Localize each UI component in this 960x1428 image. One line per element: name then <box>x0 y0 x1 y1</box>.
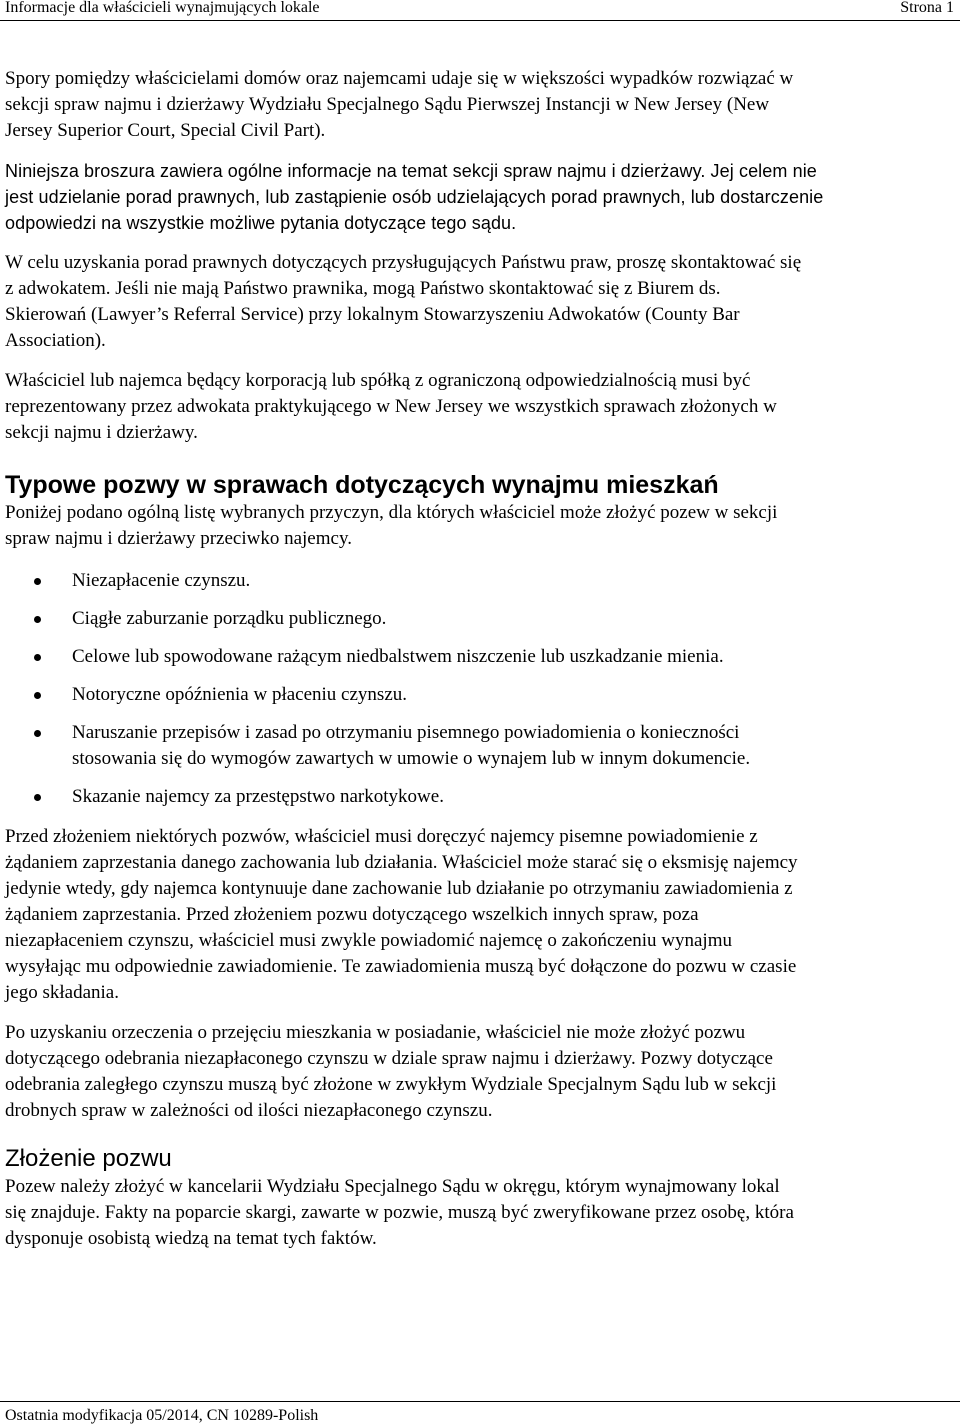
text-line: Przed złożeniem niektórych pozwów, właściciel musi doręczyć najemcy pisemne powiadomienie z <box>5 826 758 847</box>
footer-revision: Ostatnia modyfikacja 05/2014, CN 10289-Polish <box>5 1407 319 1424</box>
text-line: W celu uzyskania porad prawnych dotyczących przysługujących Państwu praw, proszę skontaktować się <box>5 252 802 273</box>
text-line: niezapłaceniem czynszu, właściciel musi zwykle powiadomić najemcę o zakończeniu wynajmu <box>5 930 732 951</box>
list-item-text: Skazanie najemcy za przestępstwo narkotykowe. <box>72 786 444 807</box>
paragraph-unpaid-rent <box>5 1020 955 1124</box>
text-line: Association). <box>5 330 106 351</box>
section-heading-typical-lawsuits: Typowe pozwy w sprawach dotyczących wynajmu mieszkań <box>5 471 719 499</box>
text-line: Pozew należy złożyć w kancelarii Wydziału Specjalnego Sądu w okręgu, którym wynajmowany lokal <box>5 1176 780 1197</box>
paragraph-filing-location <box>5 1174 955 1252</box>
text-line: z adwokatem. Jeśli nie mają Państwo prawnika, mogą Państwo skontaktować się z Biurem ds. <box>5 278 721 299</box>
text-line: Po uzyskaniu orzeczenia o przejęciu mieszkania w posiadanie, właściciel nie może złożyć pozwu <box>5 1022 746 1043</box>
text-line: Spory pomiędzy właścicielami domów oraz najemcami udaje się w większości wypadków rozwiązać w <box>5 68 794 89</box>
page-footer <box>0 1401 960 1428</box>
text-line: się znajduje. Fakty na poparcie skargi, zawarte w pozwie, muszą być zweryfikowane przez osobę, która <box>5 1202 794 1223</box>
text-line: jedynie wtedy, gdy najemca kontynuuje dane zachowanie lub działanie po otrzymaniu zawiadomienia z <box>5 878 793 899</box>
bullet-icon <box>34 578 41 585</box>
paragraph-causes-intro <box>5 500 955 552</box>
bullet-icon <box>34 616 41 623</box>
header-title: Informacje dla właścicieli wynajmujących lokale <box>5 0 320 16</box>
text-line: dotyczącego odebrania niezapłaconego czynszu w dziale spraw najmu i dzierżawy. Pozwy dotyczące <box>5 1048 773 1069</box>
text-line: odebrania zaległego czynszu muszą być złożone w zwykłym Wydziale Specjalnym Sądu lub w sekcji <box>5 1074 777 1095</box>
text-line: żądaniem zaprzestania danego zachowania lub działania. Właściciel może starać się o eksmisję najemcy <box>5 852 798 873</box>
paragraph-intro-disputes <box>5 66 955 144</box>
list-item <box>5 644 955 670</box>
paragraph-brochure-scope <box>5 158 955 236</box>
text-line: Niniejsza broszura zawiera ogólne informacje na temat sekcji spraw najmu i dzierżawy. Jej celem nie <box>5 161 817 181</box>
text-line: żądaniem zaprzestania. Przed złożeniem pozwu dotyczącego wszelkich innych spraw, poza <box>5 904 699 925</box>
page-header <box>0 0 960 21</box>
bullet-icon <box>34 692 41 699</box>
paragraph-legal-advice <box>5 250 955 354</box>
list-item-text: Celowe lub spowodowane rażącym niedbalstwem niszczenie lub uszkadzanie mienia. <box>72 646 724 667</box>
list-item <box>5 606 955 632</box>
list-item-text: Naruszanie przepisów i zasad po otrzymaniu pisemnego powiadomienia o konieczności <box>72 722 740 743</box>
paragraph-notice-requirements <box>5 824 955 1006</box>
text-line: reprezentowany przez adwokata praktykującego w New Jersey we wszystkich sprawach złożonych w <box>5 396 777 417</box>
list-item-text: stosowania się do wymogów zawartych w umowie o wynajem lub w innym dokumencie. <box>72 748 751 769</box>
text-line: drobnych spraw w zależności od ilości niezapłaconego czynszu. <box>5 1100 493 1121</box>
paragraph-corporation-representation <box>5 368 955 446</box>
text-line: sekcji najmu i dzierżawy. <box>5 422 198 443</box>
text-line: sekcji spraw najmu i dzierżawy Wydziału Specjalnego Sądu Pierwszej Instancji w New Jersey (New <box>5 94 770 115</box>
page-number: Strona 1 <box>900 0 954 16</box>
text-line: Skierowań (Lawyer’s Referral Service) przy lokalnym Stowarzyszeniu Adwokatów (County Bar <box>5 304 740 325</box>
text-line: wysyłając mu odpowiednie zawiadomienie. Te zawiadomienia muszą być dołączone do pozwu w czasie <box>5 956 797 977</box>
text-line: jest udzielanie porad prawnych, lub zastąpienie osób udzielających porad prawnych, lub dostarczenie <box>5 187 824 207</box>
list-item <box>5 682 955 708</box>
causes-list <box>5 568 955 810</box>
list-item-text: Notoryczne opóźnienia w płaceniu czynszu. <box>72 684 408 705</box>
document-body <box>5 66 955 1252</box>
bullet-icon <box>34 730 41 737</box>
text-line: spraw najmu i dzierżawy przeciwko najemcy. <box>5 528 352 549</box>
list-item <box>5 720 955 772</box>
list-item-text: Ciągłe zaburzanie porządku publicznego. <box>72 608 387 629</box>
text-line: Właściciel lub najemca będący korporacją lub spółką z ograniczoną odpowiedzialnością musi być <box>5 370 751 391</box>
list-item <box>5 568 955 594</box>
list-item-text: Niezapłacenie czynszu. <box>72 570 251 591</box>
text-line: dysponuje osobistą wiedzą na temat tych faktów. <box>5 1228 377 1249</box>
text-line: Poniżej podano ogólną listę wybranych przyczyn, dla których właściciel może złożyć pozew w sekcji <box>5 502 778 523</box>
text-line: odpowiedzi na wszystkie możliwe pytania dotyczące tego sądu. <box>5 213 517 233</box>
section-heading-filing-lawsuit: Złożenie pozwu <box>5 1145 172 1172</box>
bullet-icon <box>34 794 41 801</box>
bullet-icon <box>34 654 41 661</box>
text-line: Jersey Superior Court, Special Civil Part). <box>5 120 326 141</box>
text-line: jego składania. <box>5 982 119 1003</box>
list-item <box>5 784 955 810</box>
